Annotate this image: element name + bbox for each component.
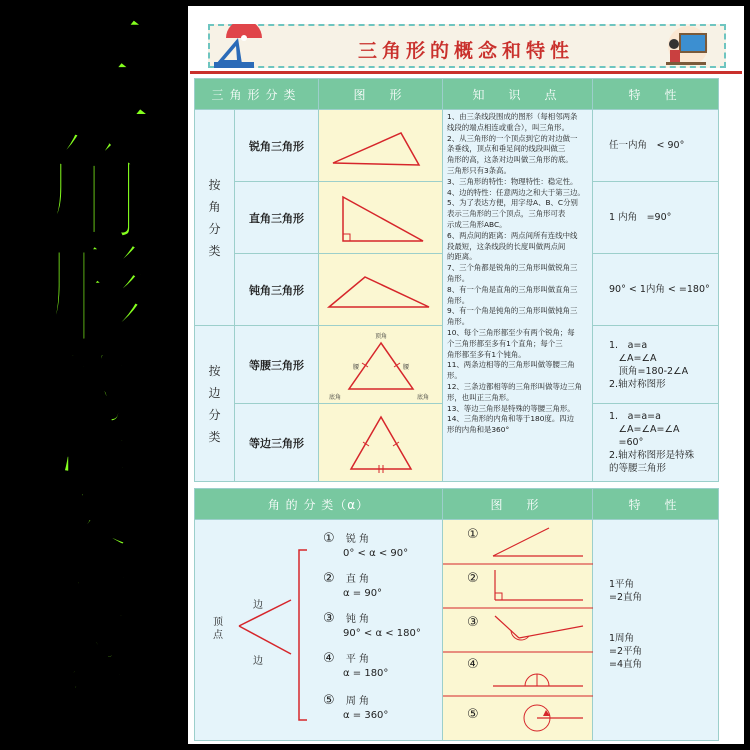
feature-line: =60° <box>609 437 644 448</box>
base-angle-label: 底角 <box>417 393 430 401</box>
header-angle-figure: 图 形 <box>443 489 593 520</box>
feature-line: 2.轴对称图形是特殊 <box>609 450 695 461</box>
knowledge-line: 三角形只有3条高。 <box>447 165 511 175</box>
knowledge-line: 6、两点间的距离：两点间所有连线中线 <box>447 230 578 240</box>
knowledge-line: 角形。 <box>447 295 470 305</box>
obtuse-angle-item <box>323 610 421 639</box>
header-knowledge: 知 识 点 <box>443 79 593 110</box>
header-angle-classification: 角 的 分 类（α） <box>195 489 443 520</box>
side-title-char: 征 <box>55 662 129 748</box>
item-name: 钝 角 <box>345 614 370 625</box>
full-angle-item <box>323 692 388 721</box>
side-title-char: 念 <box>52 512 132 602</box>
isosceles-triangle-name: 等腰三角形 <box>235 326 319 404</box>
acute-triangle-shape <box>319 111 443 181</box>
side-title-char: 概 <box>52 430 132 520</box>
side-title-char: 的 <box>52 346 132 436</box>
knowledge-line: 形的内角和是360° <box>447 425 510 435</box>
side-title <box>0 0 185 750</box>
fig-number: ⑤ <box>467 707 479 722</box>
vertex-label-char: 顶 <box>213 617 223 628</box>
item-desc: α = 180° <box>343 668 389 679</box>
feature-line: 1. a=a <box>609 339 648 351</box>
base-angle-label: 底角 <box>329 393 342 401</box>
header-classification: 三角形分类 <box>195 79 319 110</box>
acute-triangle-name: 锐角三角形 <box>235 110 319 182</box>
item-name: 周 角 <box>345 696 370 707</box>
item-desc: α = 90° <box>343 588 383 599</box>
acute-triangle-figure <box>319 110 443 182</box>
equilateral-triangle-figure <box>319 404 443 482</box>
equilateral-triangle-name: 等边三角形 <box>235 404 319 482</box>
edge-label: 边 <box>253 600 263 611</box>
knowledge-points <box>443 110 593 482</box>
knowledge-line: 角形的高，这条对边叫做三角形的底。 <box>447 155 573 165</box>
right-triangle-shape <box>319 183 443 253</box>
triangle-table <box>194 78 719 482</box>
knowledge-line: 14、三角形的内角和等于180度。四边 <box>447 414 574 424</box>
leg-label: 腰 <box>403 363 410 371</box>
isosceles-triangle-shape <box>319 327 443 403</box>
feature-line: ∠A=∠A <box>609 352 657 364</box>
right-triangle-feature <box>593 182 719 254</box>
item-number: ④ <box>323 651 335 666</box>
feature-line: 90° < 1内角 < =180° <box>609 284 710 295</box>
knowledge-line: 1、由三条线段围成的图形（每相邻两条 <box>447 112 578 121</box>
item-desc: 0° < α < 90° <box>343 548 409 559</box>
group-char: 类 <box>208 243 221 258</box>
knowledge-line: 段最短，这条线段的长度叫做两点间 <box>447 241 566 251</box>
header-feature: 特 性 <box>593 79 719 110</box>
knowledge-line: 角形。 <box>447 317 470 327</box>
item-desc: α = 360° <box>343 710 389 721</box>
angle-figures <box>443 520 593 740</box>
knowledge-line: 线段的端点相连或重合），叫三角形。 <box>447 122 569 132</box>
full-angle-feature <box>609 632 718 671</box>
fig-number: ③ <box>467 615 479 630</box>
knowledge-line: 条垂线，顶点和垂足间的线段叫做三 <box>447 144 566 154</box>
vertex-label-char: 点 <box>213 630 223 641</box>
knowledge-line: 表示三角形的三个顶点，三角形可表 <box>447 209 566 219</box>
group-char: 按 <box>208 363 221 378</box>
edge-label: 边 <box>253 656 263 667</box>
straight-angle-item <box>323 650 388 679</box>
vertex-label <box>213 616 225 642</box>
isosceles-triangle-feature <box>593 326 719 404</box>
knowledge-line: 7、三个角都是锐角的三角形叫做锐角三 <box>447 263 578 273</box>
side-title-char: 角 <box>32 120 152 258</box>
item-number: ③ <box>323 611 335 626</box>
item-number: ② <box>323 571 335 586</box>
angle-table <box>194 488 719 741</box>
knowledge-line: 5、为了表达方便，用字母A、B、C分别 <box>447 198 578 208</box>
knowledge-line: 2、从三角形的一个顶点到它的对边做一 <box>447 133 578 143</box>
feature-line: =2直角 <box>609 592 643 603</box>
feature-line: 1 内角 =90° <box>609 212 672 223</box>
fig-number: ② <box>467 571 479 586</box>
poster <box>188 6 744 744</box>
item-number: ① <box>323 531 335 546</box>
acute-angle-item <box>323 530 408 559</box>
feature-line: ∠A=∠A=∠A <box>609 424 680 435</box>
right-triangle-name: 直角三角形 <box>235 182 319 254</box>
equilateral-triangle-feature <box>593 404 719 482</box>
poster-header <box>188 14 744 74</box>
feature-line: 1周角 <box>609 633 635 644</box>
item-desc: 90° < α < 180° <box>343 628 421 639</box>
item-name: 平 角 <box>345 654 370 665</box>
group-char: 边 <box>208 385 221 400</box>
feature-line: =4直角 <box>609 659 643 670</box>
knowledge-line: 角形。 <box>447 273 470 283</box>
obtuse-triangle-name: 钝角三角形 <box>235 254 319 326</box>
leg-label: 腰 <box>353 363 360 371</box>
group-by-side <box>195 326 235 482</box>
knowledge-line: 形。 <box>447 371 462 381</box>
knowledge-line: 的距离。 <box>447 252 477 262</box>
knowledge-line: 示成三角形ABC。 <box>447 219 507 229</box>
feature-line: 的等腰三角形 <box>609 463 667 474</box>
acute-triangle-feature <box>593 110 719 182</box>
feature-line: 1平角 <box>609 579 635 590</box>
feature-line: 2.轴对称图形 <box>609 378 666 390</box>
knowledge-line: 9、有一个角是钝角的三角形叫做钝角三 <box>447 306 578 316</box>
item-name: 直 角 <box>345 574 370 585</box>
side-title-char: 三 <box>26 0 158 149</box>
angle-classification-cell <box>195 520 443 741</box>
knowledge-line: 4、边的特性：任意两边之和大于第三边。 <box>447 187 585 197</box>
teacher-board-icon <box>662 24 714 72</box>
feature-line: =2平角 <box>609 646 643 657</box>
item-name: 锐 角 <box>345 534 370 545</box>
feature-line: 1. a=a=a <box>609 411 661 422</box>
fig-number: ① <box>467 527 479 542</box>
side-title-char: 形 <box>36 231 148 361</box>
knowledge-line: 个三角形都至多有1个直角；每个三 <box>447 338 563 348</box>
header-figure: 图 形 <box>319 79 443 110</box>
knowledge-line: 3、三角形的特性：物理特性：稳定性。 <box>447 176 578 186</box>
vertex-angle-label: 顶角 <box>375 332 388 340</box>
item-number: ⑤ <box>323 693 335 708</box>
group-char: 类 <box>208 429 221 444</box>
knowledge-line: 11、两条边相等的三角形叫做等腰三角 <box>447 360 575 370</box>
header-underline <box>190 71 742 74</box>
fig-number: ④ <box>467 657 479 672</box>
group-char: 角 <box>208 199 221 214</box>
group-char: 分 <box>208 221 221 236</box>
feature-line: 任一内角 < 90° <box>609 140 685 151</box>
knowledge-line: 形，也叫正三角形。 <box>447 392 514 402</box>
group-char: 分 <box>208 407 221 422</box>
page-title: 三角形的概念和特性 <box>357 40 574 62</box>
right-triangle-figure <box>319 182 443 254</box>
right-angle-item <box>323 570 382 599</box>
obtuse-triangle-figure <box>319 254 443 326</box>
knowledge-line: 13、等边三角形是特殊的等腰三角形。 <box>447 403 575 413</box>
group-char: 按 <box>208 177 221 192</box>
feature-line: 顶角=180-2∠A <box>609 365 689 377</box>
header-angle-feature: 特 性 <box>593 489 719 520</box>
side-title-char: 特 <box>55 586 129 672</box>
obtuse-triangle-feature <box>593 254 719 326</box>
equilateral-triangle-shape <box>319 405 443 481</box>
isosceles-triangle-figure <box>319 326 443 404</box>
obtuse-triangle-shape <box>319 255 443 325</box>
knowledge-line: 8、有一个角是直角的三角形叫做直角三 <box>447 284 578 294</box>
angle-features-cell <box>593 520 719 741</box>
knowledge-line: 10、每个三角形都至少有两个锐角；每 <box>447 327 575 337</box>
straight-angle-feature <box>609 578 718 604</box>
group-by-angle <box>195 110 235 326</box>
angle-figures-cell <box>443 520 593 741</box>
knowledge-line: 12、三条边都相等的三角形叫做等边三角 <box>447 381 583 391</box>
knowledge-line: 角形都至多有1个钝角。 <box>447 349 526 359</box>
